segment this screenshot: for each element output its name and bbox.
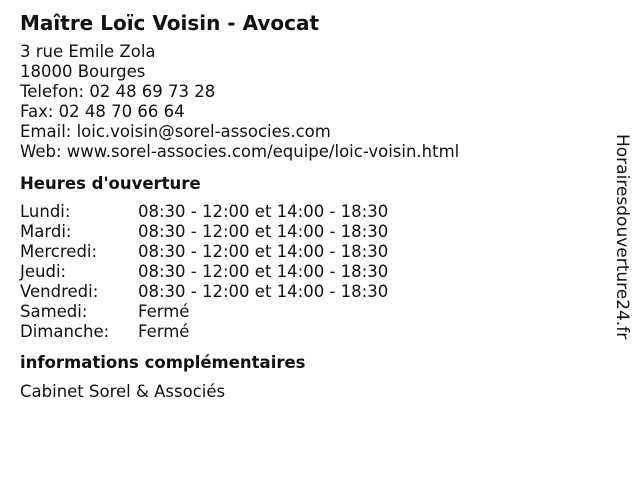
hours-day-label: Lundi: (20, 202, 71, 221)
info-text: Cabinet Sorel & Associés (20, 382, 226, 401)
hours-time-value: 08:30 - 12:00 et 14:00 - 18:30 (138, 282, 389, 301)
hours-row-thursday (20, 262, 600, 282)
hours-time-value: 08:30 - 12:00 et 14:00 - 18:30 (138, 202, 389, 221)
hours-time-value: Fermé (138, 322, 190, 341)
hours-day-label: Jeudi: (20, 262, 67, 281)
hours-row-tuesday (20, 222, 600, 242)
hours-row-saturday (20, 302, 600, 322)
hours-table (20, 202, 600, 342)
site-watermark: Horairesdouverture24.fr (612, 134, 632, 340)
city-postcode: 18000 Bourges (20, 62, 146, 81)
hours-time-value: Fermé (138, 302, 190, 321)
hours-row-friday (20, 282, 600, 302)
hours-heading: Heures d'ouverture (20, 174, 201, 193)
hours-day-label: Samedi: (20, 302, 88, 321)
address-block (20, 42, 600, 162)
hours-time-value: 08:30 - 12:00 et 14:00 - 18:30 (138, 242, 389, 261)
hours-day-label: Dimanche: (20, 322, 110, 341)
hours-row-sunday (20, 322, 600, 342)
listing-card (20, 10, 600, 402)
hours-time-value: 08:30 - 12:00 et 14:00 - 18:30 (138, 262, 389, 281)
hours-time-value: 08:30 - 12:00 et 14:00 - 18:30 (138, 222, 389, 241)
email-address: Email: loic.voisin@sorel-associes.com (20, 122, 331, 141)
hours-day-label: Vendredi: (20, 282, 99, 301)
page-title: Maître Loïc Voisin - Avocat (20, 11, 320, 35)
hours-row-monday (20, 202, 600, 222)
info-heading: informations complémentaires (20, 353, 306, 372)
hours-day-label: Mardi: (20, 222, 72, 241)
hours-day-label: Mercredi: (20, 242, 98, 261)
hours-row-wednesday (20, 242, 600, 262)
website-url: Web: www.sorel-associes.com/equipe/loic-voisin.html (20, 142, 460, 161)
fax-number: Fax: 02 48 70 66 64 (20, 102, 185, 121)
street-address: 3 rue Emile Zola (20, 42, 156, 61)
phone-number: Telefon: 02 48 69 73 28 (20, 82, 216, 101)
